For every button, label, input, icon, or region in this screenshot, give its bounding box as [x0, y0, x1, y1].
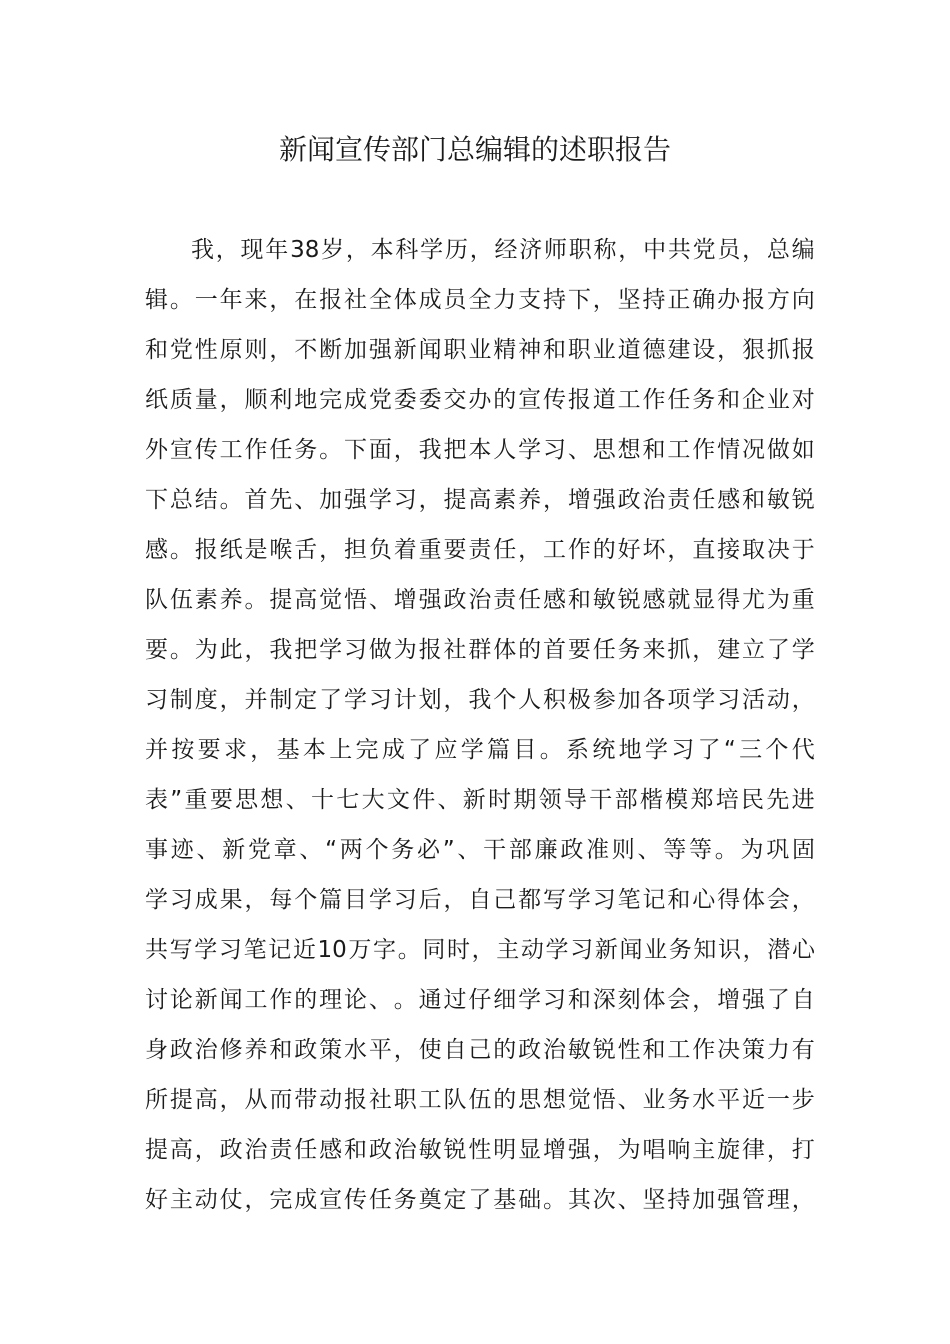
body-line: 所 提 高 ， 从 而 带 动 报 社 职 工 队 伍 的 思 想 觉 悟 、 业 务 水 平 近 一 步 — [145, 1087, 815, 1113]
body-line: 共 写 学 习 笔 记 近 10 万 字 。 同 时 ， 主 动 学 习 新 闻 业 务 知 识 ， 潜 心 — [145, 937, 815, 963]
body-line: 队 伍 素 养 。 提 高 觉 悟 、 增 强 政 治 责 任 感 和 敏 锐 感 就 显 得 尤 为 重 — [145, 587, 815, 613]
document-title: 新闻宣传部门总编辑的述职报告 — [278, 133, 671, 166]
body-line: 身 政 治 修 养 和 政 策 水 平 ， 使 自 己 的 政 治 敏 锐 性 和 工 作 决 策 力 有 — [145, 1037, 815, 1063]
body-line: 好 主 动 仗 ， 完 成 宣 传 任 务 奠 定 了 基 础 。 其 次 、 坚 持 加 强 管 理 ， — [145, 1187, 815, 1213]
body-line: 下 总 结 。 首 先 、 加 强 学 习 ， 提 高 素 养 ， 增 强 政 治 责 任 感 和 敏 锐 — [145, 487, 815, 513]
body-line: 纸 质 量 ， 顺 利 地 完 成 党 委 委 交 办 的 宣 传 报 道 工 作 任 务 和 企 业 对 — [145, 387, 815, 413]
body-line: 表 ” 重 要 思 想 、 十 七 大 文 件 、 新 时 期 领 导 干 部 楷 模 郑 培 民 先 进 — [145, 787, 815, 813]
body-line: 习 制 度 ， 并 制 定 了 学 习 计 划 ， 我 个 人 积 极 参 加 各 项 学 习 活 动 ， — [145, 687, 815, 713]
body-line: 事 迹 、 新 党 章 、 “ 两 个 务 必 ” 、 干 部 廉 政 准 则 、 等 等 。 为 巩 固 — [145, 837, 815, 863]
body-line: 提 高 ， 政 治 责 任 感 和 政 治 敏 锐 性 明 显 增 强 ， 为 唱 响 主 旋 律 ， 打 — [145, 1137, 815, 1163]
body-line: 我 ， 现 年 38 岁 ， 本 科 学 历 ， 经 济 师 职 称 ， 中 共 党 员 ， 总 编 — [191, 237, 815, 263]
document-body — [145, 225, 815, 1225]
body-line: 外 宣 传 工 作 任 务 。 下 面 ， 我 把 本 人 学 习 、 思 想 和 工 作 情 况 做 如 — [145, 437, 815, 463]
body-line: 和 党 性 原 则 ， 不 断 加 强 新 闻 职 业 精 神 和 职 业 道 德 建 设 ， 狠 抓 报 — [145, 337, 815, 363]
body-line: 辑 。 一 年 来 ， 在 报 社 全 体 成 员 全 力 支 持 下 ， 坚 持 正 确 办 报 方 向 — [145, 287, 815, 313]
body-line: 感 。 报 纸 是 喉 舌 ， 担 负 着 重 要 责 任 ， 工 作 的 好 坏 ， 直 接 取 决 于 — [145, 537, 815, 563]
body-line: 要 。 为 此 ， 我 把 学 习 做 为 报 社 群 体 的 首 要 任 务 来 抓 ， 建 立 了 学 — [145, 637, 815, 663]
body-line: 并 按 要 求 ， 基 本 上 完 成 了 应 学 篇 目 。 系 统 地 学 习 了 “ 三 个 代 — [145, 737, 815, 763]
body-line: 学 习 成 果 ， 每 个 篇 目 学 习 后 ， 自 己 都 写 学 习 笔 记 和 心 得 体 会 ， — [145, 887, 815, 913]
body-line: 讨 论 新 闻 工 作 的 理 论 、 。 通 过 仔 细 学 习 和 深 刻 体 会 ， 增 强 了 自 — [145, 987, 815, 1013]
